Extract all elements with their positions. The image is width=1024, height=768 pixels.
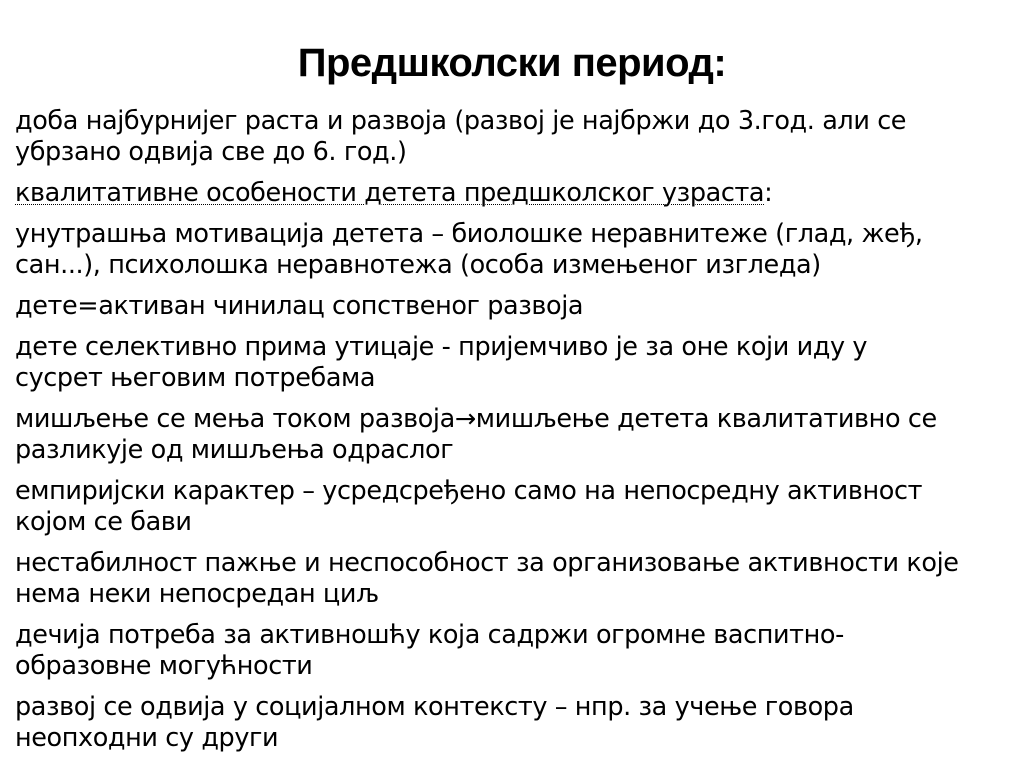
- slide-title: Предшколски период:: [297, 41, 727, 85]
- list-item: [15, 692, 1010, 754]
- list-item-line: дете=активан чинилац сопственог развоја: [15, 291, 584, 321]
- list-item-line: дете селективно прима утицаје - пријемчиво је за оне који иду у: [15, 332, 868, 362]
- list-item-line: [15, 178, 1010, 209]
- list-item: [15, 548, 1010, 610]
- list-item: [15, 219, 1010, 281]
- list-item-line: развој се одвија у социјалном контексту – нпр. за учење говора: [15, 692, 854, 722]
- list-item: [15, 106, 1010, 168]
- list-item: [15, 291, 1010, 322]
- list-item-line: дечија потреба за активношћу која садржи огромне васпитно-: [15, 620, 844, 650]
- list-item-line: емпиријски карактер – усредсређено само на непосредну активност: [15, 476, 923, 506]
- list-item-line: убрзано одвија све до 6. год.): [15, 137, 407, 167]
- slide-body: [15, 106, 1010, 764]
- list-item-line: унутрашња мотивација детета – биолошке неравнитеже (глад, жеђ,: [15, 219, 923, 249]
- list-item-line: којом се бави: [15, 507, 192, 537]
- list-item-line: нема неки непосредан циљ: [15, 579, 379, 609]
- list-item: [15, 476, 1010, 538]
- list-item-line: неопходни су други: [15, 723, 279, 753]
- list-item: [15, 620, 1010, 682]
- list-item-subheading: [15, 178, 1010, 209]
- list-item: [15, 332, 1010, 394]
- list-item-line: сан...), психолошка неравнотежа (особа измењеног изгледа): [15, 250, 821, 280]
- list-item-line: разликује од мишљења одраслог: [15, 435, 454, 465]
- list-item-line: образовне могућности: [15, 651, 313, 681]
- list-item-line: нестабилност пажње и неспособност за организовање активности које: [15, 548, 959, 578]
- list-item-line: доба најбурнијег раста и развоја (развој је најбржи до 3.год. али се: [15, 106, 907, 136]
- subheading-text: квалитативне особености детета предшколског узраста: [15, 178, 765, 208]
- list-item: [15, 404, 1010, 466]
- subheading-colon: :: [764, 178, 773, 208]
- list-item-line: мишљење се мења током развоја→мишљење детета квалитативно се: [15, 404, 937, 434]
- list-item-line: сусрет његовим потребама: [15, 363, 376, 393]
